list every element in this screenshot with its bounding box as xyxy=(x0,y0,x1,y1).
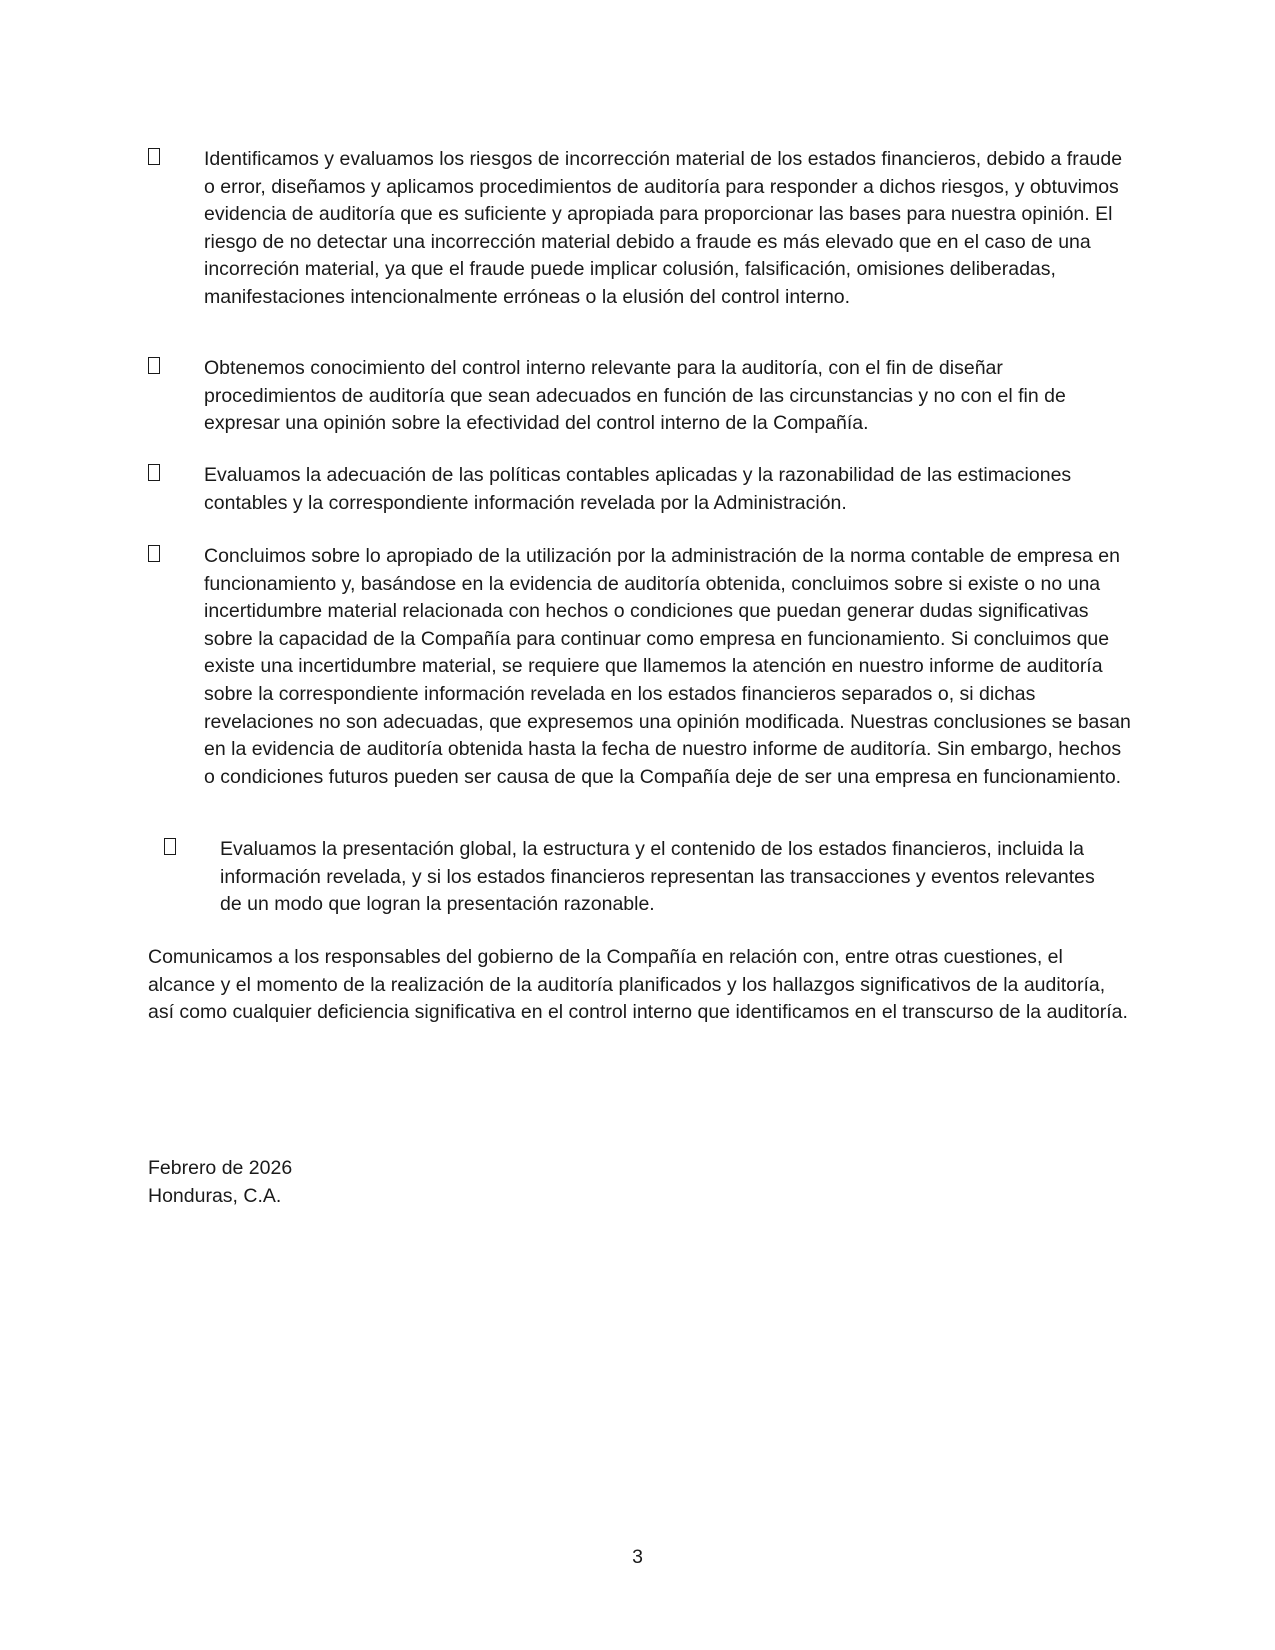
bullet-box-icon xyxy=(148,148,160,165)
bullet-box-icon xyxy=(148,464,160,481)
location-line: Honduras, C.A. xyxy=(148,1185,282,1207)
bullet-text: Identificamos y evaluamos los riesgos de incorrección material de los estados financieros, debido a fraude o error, diseñamos y aplicamos procedimientos de auditoría para responder a dichos riesgos, y obtuvimos evidencia de auditoría que es suficiente y apropiada para proporcionar las bases para nuestra opinión. El riesgo de no detectar una incorrección material debido a fraude es más elevado que en el caso de una incorreción material, ya que el fraude puede implicar colusión, falsificación, omisiones deliberadas, manifestaciones intencionalmente erróneas o la elusión del control interno. xyxy=(204,148,1123,308)
date-line: Febrero de 2026 xyxy=(148,1157,293,1179)
page-number: 3 xyxy=(632,1546,643,1568)
bullet-text: Concluimos sobre lo apropiado de la utilización por la administración de la norma contable de empresa en funcionamiento y, basándose en la evidencia de auditoría obtenida, concluimos sobre si existe o no una incertidumbre material relacionada con hechos o condiciones que puedan generar dudas significativas sobre la capacidad de la Compañía para continuar como empresa en funcionamiento. Si concluimos que existe una incertidumbre material, se requiere que llamemos la atención en nuestro informe de auditoría sobre la correspondiente información revelada en los estados financieros separados o, si dichas revelaciones no son adecuadas, que expresemos una opinión modificada. Nuestras conclusiones se basan en la evidencia de auditoría obtenida hasta la fecha de nuestro informe de auditoría. Sin embargo, hechos o condiciones futuros pueden ser causa de que la Compañía deje de ser una empresa en funcionamiento. xyxy=(204,545,1131,788)
bullet-text: Evaluamos la presentación global, la estructura y el contenido de los estados financieros, incluida la información revelada, y si los estados financieros representan las transacciones y eventos relevantes de un modo que logran la presentación razonable. xyxy=(220,838,1095,916)
bullet-text: Obtenemos conocimiento del control interno relevante para la auditoría, con el fin de diseñar procedimientos de auditoría que sean adecuados en función de las circunstancias y no con el fin de expresar una opinión sobre la efectividad del control interno de la Compañía. xyxy=(204,357,1066,435)
bullet-box-icon xyxy=(148,545,160,562)
bullet-text: Evaluamos la adecuación de las políticas contables aplicadas y la razonabilidad de las estimaciones contables y la correspondiente información revelada por la Administración. xyxy=(204,464,1072,514)
bullet-box-icon xyxy=(164,838,176,855)
closing-paragraph: Comunicamos a los responsables del gobierno de la Compañía en relación con, entre otras cuestiones, el alcance y el momento de la realización de la auditoría planificados y los hallazgos significativos de la auditoría, así como cualquier deficiencia significativa en el control interno que identificamos en el transcurso de la auditoría. xyxy=(148,946,1128,1024)
bullet-box-icon xyxy=(148,357,160,374)
